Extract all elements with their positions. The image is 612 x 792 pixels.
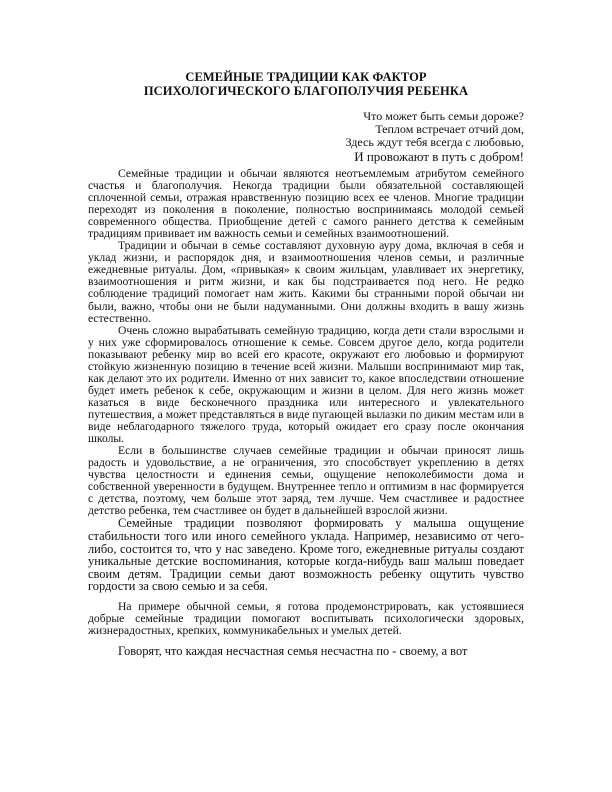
document-title [80,70,532,98]
body-paragraph: Семейные традиции позволяют формировать у малыша ощущение стабильности того или иного семейного уклада. Например, независимо от чего-либо, состоится то, что у нас заведено. Кроме того, ежедневные ритуалы создают уникальные детские воспоминания, которые когда-нибудь ваш малыш поведает своим детям. Традиции семьи дают возможность ребенку ощутить чувство гордости за свою семью и за себя. [88,516,524,594]
epigraph-line: Что может быть семьи дороже? [363,109,524,123]
body-paragraph: На примере обычной семьи, я готова продемонстрировать, как устоявшиеся добрые семейные традиции помогают воспитывать психологически здоровых, жизнерадостных, крепких, коммуникабельных и умелых детей. [88,599,524,638]
body-paragraph: Очень сложно вырабатывать семейную традицию, когда дети стали взрослыми и у них уже сформировалось отношение к семье. Совсем другое дело, когда родители показывают ребенку мир во всей его красоте, окружают его любовью и формируют стойкую жизненную позицию в течение всей жизни. Малыши воспринимают мир так, как делают это их родители. Именно от них зависит то, какое впоследствии отношение будет иметь ребенок к себе, окружающим и жизни в целом. Для него жизнь может казаться в виде бесконечного праздника или интересного и увлекательного путешествия, а может представляться в виде пугающей вылазки по диким местам или в виде неблагодарного тяжелого труда, который ожидает его сразу после окончания школы. [88,323,524,446]
body-paragraph: Семейные традиции и обычаи являются неотъемлемым атрибутом семейного счастья и благополучия. Некогда традиции были обязательной составляющей сплоченной семьи, отражая нравственную позицию всех ее членов. Многие традиции переходят из поколения в поколение, полностью воспринимаясь молодой семьей современного общества. Приобщение детей с самого раннего детства к семейным традициям прививает им важность семьи и семейных взаимоотношений. [88,167,524,241]
body-paragraph: Говорят, что каждая несчастная семья несчастна по - своему, а вот [118,644,468,659]
title-line-1: СЕМЕЙНЫЕ ТРАДИЦИИ КАК ФАКТОР [185,70,427,84]
epigraph-line: И провожают в путь с добром! [354,149,524,164]
epigraph-poem [224,110,524,164]
body-paragraph: Традиции и обычаи в семье составляют духовную ауру дома, включая в себя и уклад жизни, и распорядок дня, и взаимоотношения членов семьи, и различные ежедневные ритуалы. Дом, «привыкая» к своим жильцам, улавливает их энергетику, взаимоотношения и ритм жизни, и как бы подстраивается под него. Не редко соблюдение традиций помогает нам жить. Какими бы странными порой обычаи ни были, важно, чтобы они не были надуманными. Они должны входить в вашу жизнь естественно. [88,239,524,325]
title-line-2: ПСИХОЛОГИЧЕСКОГО БЛАГОПОЛУЧИЯ РЕБЕНКА [143,84,469,98]
epigraph-line: Теплом встречает отчий дом, [375,122,524,136]
body-paragraph: Если в большинстве случаев семейные традиции и обычаи приносят лишь радость и удовольствие, а не ограничения, это способствует укреплению в детях чувства целостности и единения семьи, ощущение непоколебимости дома и собственной уверенности в будущем. Внутреннее тепло и оптимизм в нас формируется с детства, поэтому, чем больше этот заряд, тем лучше. Чем счастливее и радостнее детство ребенка, тем счастливее он будет в дальнейшей взрослой жизни. [88,444,524,518]
document-body [88,168,524,658]
epigraph-line: Здесь ждут тебя всегда с любовью, [345,135,524,149]
